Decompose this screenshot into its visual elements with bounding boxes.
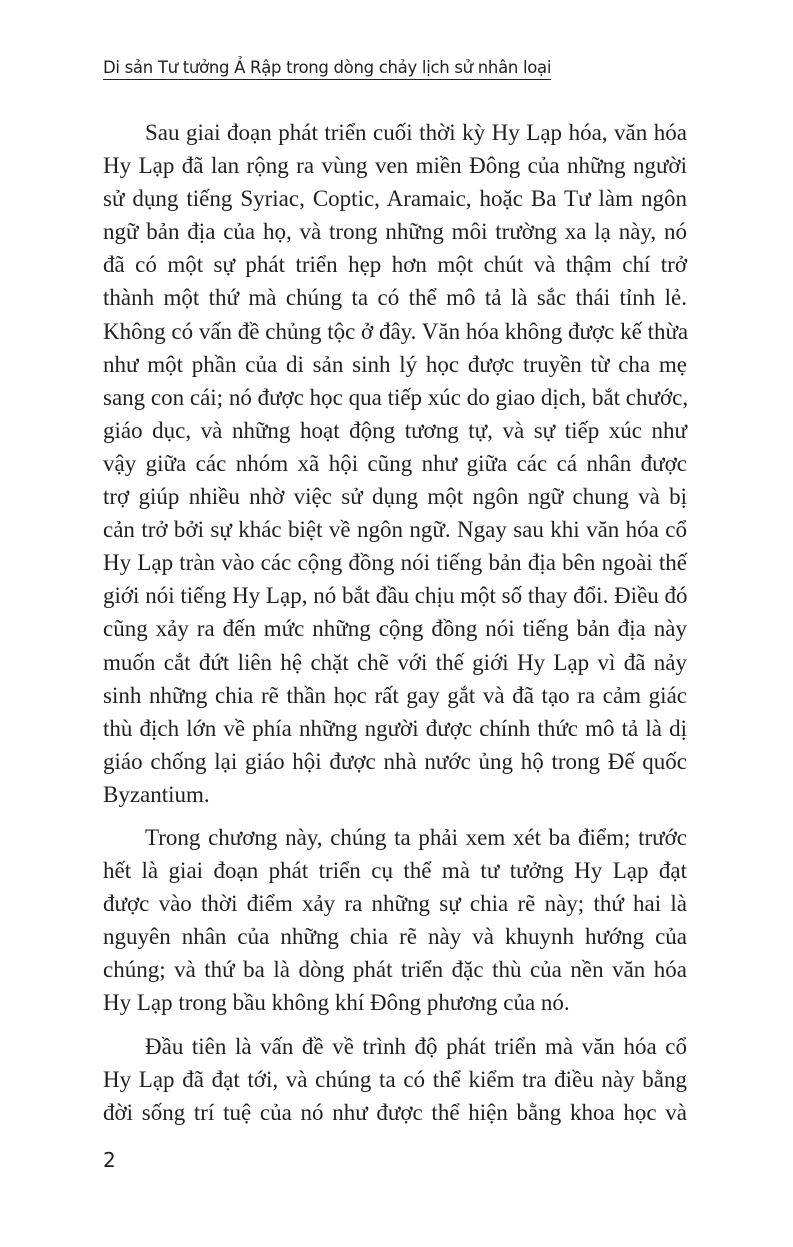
running-header: Di sản Tư tưởng Ả Rập trong dòng chảy lịch sử nhân loại [103,58,551,80]
text-line: Sau giai đoạn phát triển cuối thời kỳ Hy Lạp hóa, văn hóa [145,120,687,145]
text-line: như một phần của di sản sinh lý học được truyền từ cha mẹ [103,351,687,377]
text-line: đời sống trí tuệ của nó như được thể hiện bằng khoa học và [103,1099,687,1125]
text-line: ngữ bản địa của họ, và trong những môi trường xa lạ này, nó [103,219,687,245]
text-line: hết là giai đoạn phát triển cụ thể mà tư tưởng Hy Lạp đạt [103,858,687,884]
text-line: thành một thứ mà chúng ta có thể mô tả là sắc thái tỉnh lẻ. [103,285,687,311]
paragraph [103,116,687,811]
text-line: được vào thời điểm xảy ra những sự chia rẽ này; thứ hai là [103,891,687,917]
text-line: Hy Lạp trong bầu không khí Đông phương của nó. [103,990,570,1016]
text-line: trợ giúp nhiều nhờ việc sử dụng một ngôn ngữ chung và bị [103,484,687,510]
text-line: Byzantium. [103,781,210,807]
text-line: giáo chống lại giáo hội được nhà nước ủng hộ trong Đế quốc [103,748,687,774]
text-line: muốn cắt đứt liên hệ chặt chẽ với thế giới Hy Lạp vì đã nảy [103,649,687,675]
text-line: cản trở bởi sự khác biệt về ngôn ngữ. Ngay sau khi văn hóa cổ [103,517,687,543]
text-line: thù địch lớn về phía những người được chính thức mô tả là dị [103,715,687,741]
text-line: giới nói tiếng Hy Lạp, nó bắt đầu chịu một số thay đổi. Điều đó [103,583,688,609]
page-number: 2 [103,1148,116,1172]
text-line: sang con cái; nó được học qua tiếp xúc do giao dịch, bắt chước, [103,384,689,410]
text-line: Hy Lạp đã lan rộng ra vùng ven miền Đông của những người [103,153,687,179]
text-line: vậy giữa các nhóm xã hội cũng như giữa các cá nhân được [103,450,687,476]
text-line: Không có vấn đề chủng tộc ở đây. Văn hóa không được kế thừa [103,318,689,344]
text-line: Hy Lạp tràn vào các cộng đồng nói tiếng bản địa bên ngoài thế [103,550,687,576]
text-line: sử dụng tiếng Syriac, Coptic, Aramaic, hoặc Ba Tư làm ngôn [103,186,687,212]
text-line: đã có một sự phát triển hẹp hơn một chút và thậm chí trở [103,252,687,278]
body-text [103,116,687,1139]
text-line: cũng xảy ra đến mức những cộng đồng nói tiếng bản địa này [103,616,687,642]
text-line: giáo dục, và những hoạt động tương tự, và sự tiếp xúc như [103,417,687,443]
text-line: Hy Lạp đã đạt tới, và chúng ta có thể kiểm tra điều này bằng [103,1066,687,1092]
text-line: Đầu tiên là vấn đề về trình độ phát triển mà văn hóa cổ [145,1033,687,1059]
text-line: nguyên nhân của những chia rẽ này và khuynh hướng của [103,924,687,950]
text-line: Trong chương này, chúng ta phải xem xét ba điểm; trước [145,824,687,850]
text-line: sinh những chia rẽ thần học rất gay gắt và đã tạo ra cảm giác [103,682,687,708]
paragraph [103,821,687,1020]
paragraph [103,1030,687,1129]
text-line: chúng; và thứ ba là dòng phát triển đặc thù của nền văn hóa [103,957,687,983]
